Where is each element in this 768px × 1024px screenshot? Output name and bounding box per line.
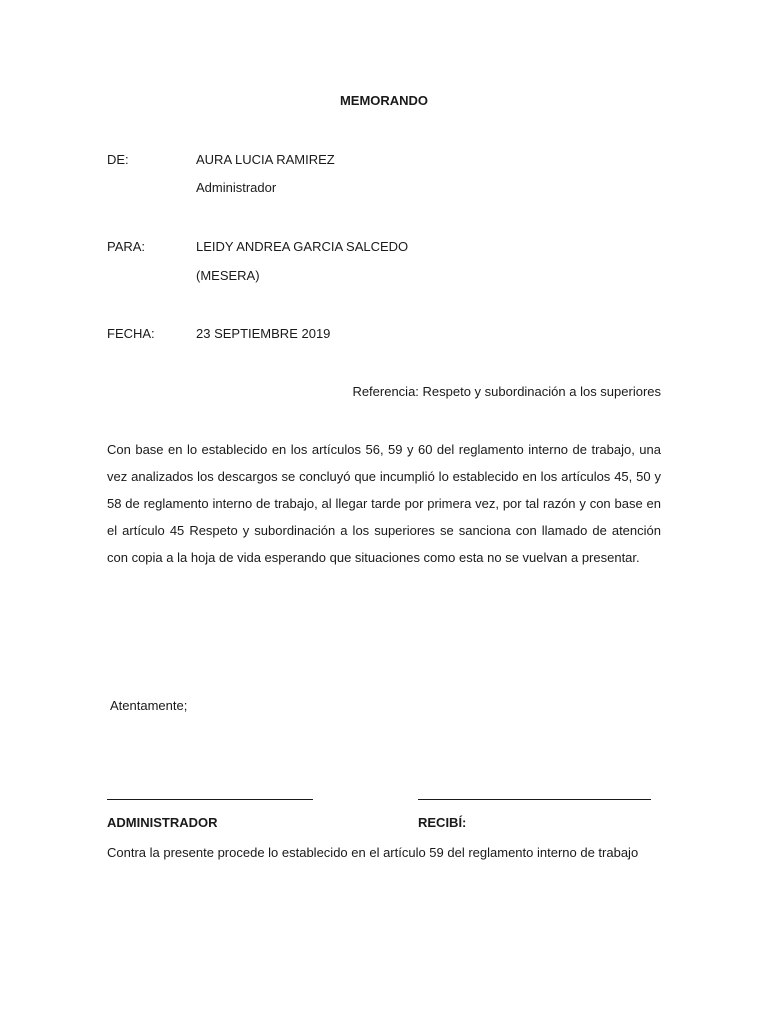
signature-line-right xyxy=(418,799,651,800)
from-name: AURA LUCIA RAMIREZ xyxy=(196,152,335,167)
from-role: Administrador xyxy=(196,180,277,195)
signature-label-administrador: ADMINISTRADOR xyxy=(107,815,218,830)
footer-note: Contra la presente procede lo establecido en el artículo 59 del reglamento interno de trabajo xyxy=(107,845,639,860)
date-label: FECHA: xyxy=(107,326,155,341)
document-title: MEMORANDO xyxy=(339,93,429,108)
to-label: PARA: xyxy=(107,239,146,254)
from-label: DE: xyxy=(107,152,129,167)
memo-body: Con base en lo establecido en los artículos 56, 59 y 60 del reglamento interno de trabajo, una vez analizados los descargos se concluyó que incumplió lo establecido en los artículos 45, 50 y 58 de reglamento interno de trabajo, al llegar tarde por primera vez, por tal razón y con base en el artículo 45 Respeto y subordinación a los superiores se sanciona con llamado de atención con copia a la hoja de vida esperando que situaciones como esta no se vuelvan a presentar. xyxy=(107,442,661,565)
to-name: LEIDY ANDREA GARCIA SALCEDO xyxy=(196,239,409,254)
to-role: (MESERA) xyxy=(196,268,260,283)
signature-line-left xyxy=(107,799,313,800)
date-value: 23 SEPTIEMBRE 2019 xyxy=(196,326,331,341)
reference-line: Referencia: Respeto y subordinación a los superiores xyxy=(352,384,661,399)
closing-text: Atentamente; xyxy=(110,698,188,713)
signature-label-recibi: RECIBÍ: xyxy=(418,815,467,830)
